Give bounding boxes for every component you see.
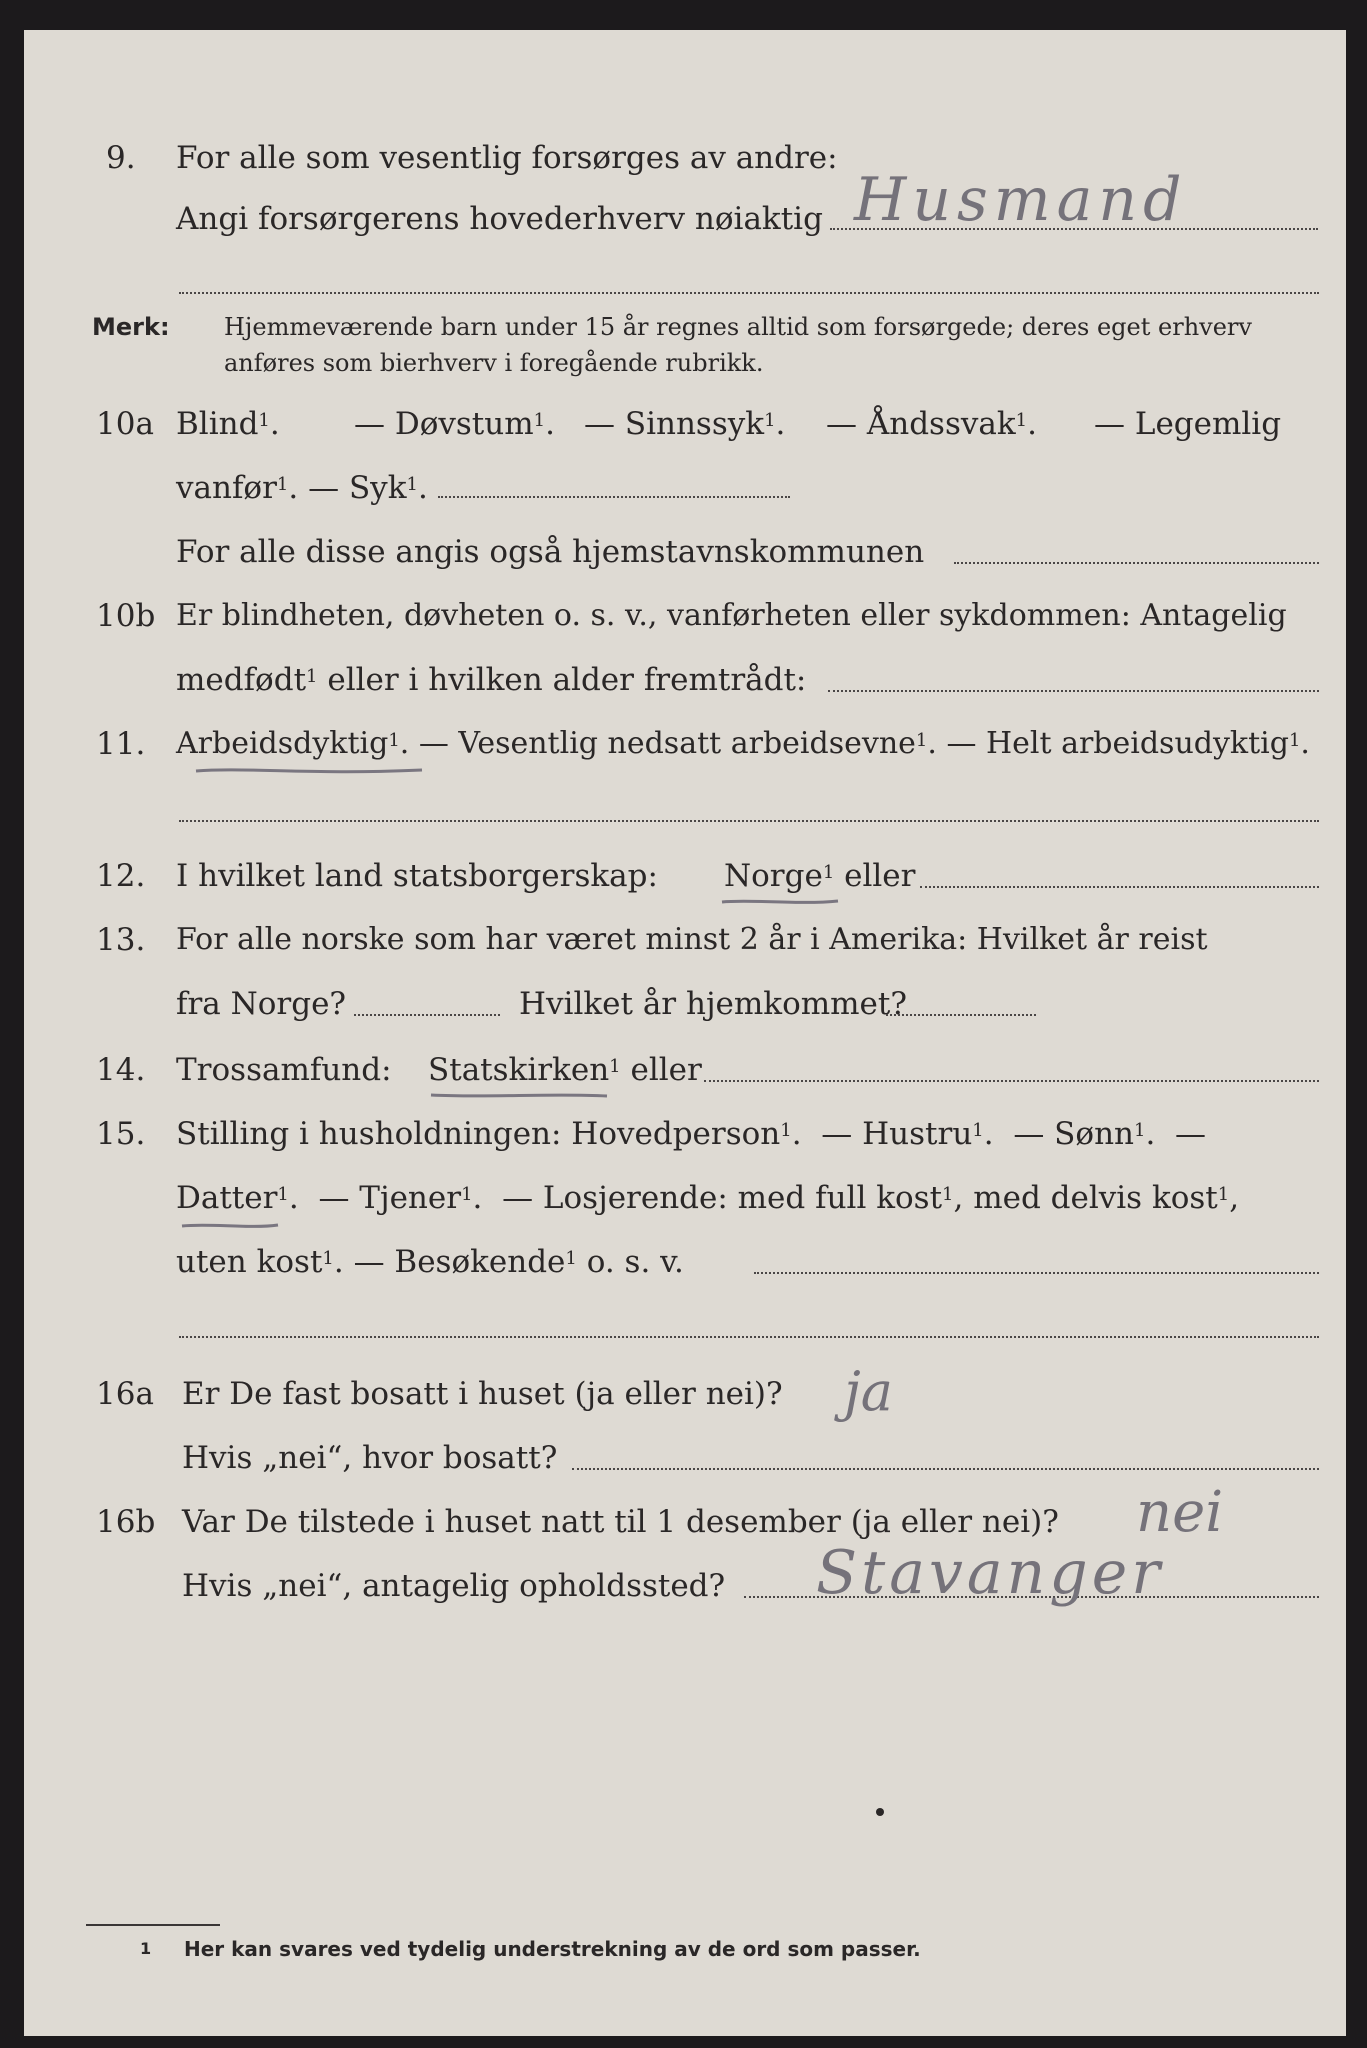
q10a-line3: For alle disse angis også hjemstavnskommunen [176,534,925,570]
q10a-legemlig: — Legemlig [1094,406,1282,442]
q10b-line2: medfødt$^1$ eller i hvilken alder fremtrådt: [176,662,807,698]
q12-underline-mark [720,896,840,908]
q11-underline-mark [194,765,424,777]
merk-label: Merk: [92,313,170,341]
q9-number: 9. [106,140,136,176]
q14-text: Trossamfund: [176,1052,392,1088]
ink-dot [876,1808,884,1816]
footnote-rule [86,1924,220,1926]
q15-osv-line [754,1272,1319,1274]
q15-underline-mark [180,1220,280,1232]
q9-extra-line [179,292,1319,294]
q13-number: 13. [96,922,146,958]
q16b-handwritten-answer2: Stavanger [816,1538,1164,1608]
q13-line2a: fra Norge? [176,986,347,1022]
q15-number: 15. [96,1116,146,1152]
q10a-blind: Blind$^1$. [176,406,280,442]
q10a-syk-line [438,496,790,498]
merk-line1: Hjemmeværende barn under 15 år regnes alltid som forsørgede; deres eget erhverv [224,313,1252,341]
q12-option: Norge$^1$ eller [724,858,916,894]
q13-line2b: Hvilket år hjemkommet? [519,986,907,1022]
q16b-handwritten-answer1: nei [1136,1480,1224,1545]
q10a-vanfor-syk: vanfør$^1$. — Syk$^1$. [176,470,428,506]
q13-line1: For alle norske som har været minst 2 år i Amerika: Hvilket år reist [176,922,1208,957]
q16a-handwritten-answer: ja [844,1360,893,1423]
q12-number: 12. [96,858,146,894]
q15-line2: Datter$^1$. — Tjener$^1$. — Losjerende: med full kost$^1$, med delvis kost$^1$, [176,1180,1240,1216]
q16a-line1: Er De fast bosatt i huset (ja eller nei)? [182,1376,783,1412]
footnote-mark: 1 [140,1939,152,1958]
q9-line2: Angi forsørgerens hovederhverv nøiaktig [176,201,823,237]
q16b-number: 16b [96,1504,156,1540]
q11-extra-line [179,820,1319,822]
census-form-page [24,30,1346,2036]
q9-handwritten-answer: Husmand [854,165,1188,235]
q15-extra-line [179,1336,1319,1338]
q10b-alder-line [828,690,1319,692]
q9-line1: For alle som vesentlig forsørges av andre: [176,140,838,176]
q16b-line1: Var De tilstede i huset natt til 1 desember (ja eller nei)? [182,1504,1059,1540]
footnote-text: Her kan svares ved tydelig understrekning av de ord som passer. [184,1937,921,1961]
q13-reist-line [354,1014,500,1016]
q10a-dovstum: — Døvstum$^1$. [354,406,555,442]
q16a-bosatt-line [572,1468,1319,1470]
q14-option: Statskirken$^1$ eller [428,1052,702,1088]
q12-text: I hvilket land statsborgerskap: [176,858,658,894]
q14-underline-mark [429,1090,609,1102]
q10a-sinnssyk: — Sinnssyk$^1$. [584,406,786,442]
q15-line1: Stilling i husholdningen: Hovedperson$^1$. — Hustru$^1$. — Sønn$^1$. — [176,1116,1207,1152]
q14-number: 14. [96,1052,146,1088]
q15-line3: uten kost$^1$. — Besøkende$^1$ o. s. v. [176,1244,684,1280]
q11-number: 11. [96,726,146,762]
q14-eller-line [704,1080,1319,1082]
q11-options: Arbeidsdyktig$^1$. — Vesentlig nedsatt arbeidsevne$^1$. — Helt arbeidsudyktig$^1$. [176,726,1310,761]
q10a-hjemstavn-line [954,562,1319,564]
q10b-line1: Er blindheten, døvheten o. s. v., vanførheten eller sykdommen: Antagelig [176,598,1287,633]
q16a-line2: Hvis „nei“, hvor bosatt? [182,1440,558,1476]
q16a-number: 16a [96,1376,154,1412]
q12-eller-line [920,886,1319,888]
q10a-andssvak: — Åndssvak$^1$. [826,406,1037,442]
merk-line2: anføres som bierhverv i foregående rubrikk. [224,349,764,377]
q10b-number: 10b [96,598,156,634]
q16b-line2: Hvis „nei“, antagelig opholdssted? [182,1568,726,1604]
q13-hjemkommet-line [886,1014,1036,1016]
q10a-number: 10a [96,406,154,442]
